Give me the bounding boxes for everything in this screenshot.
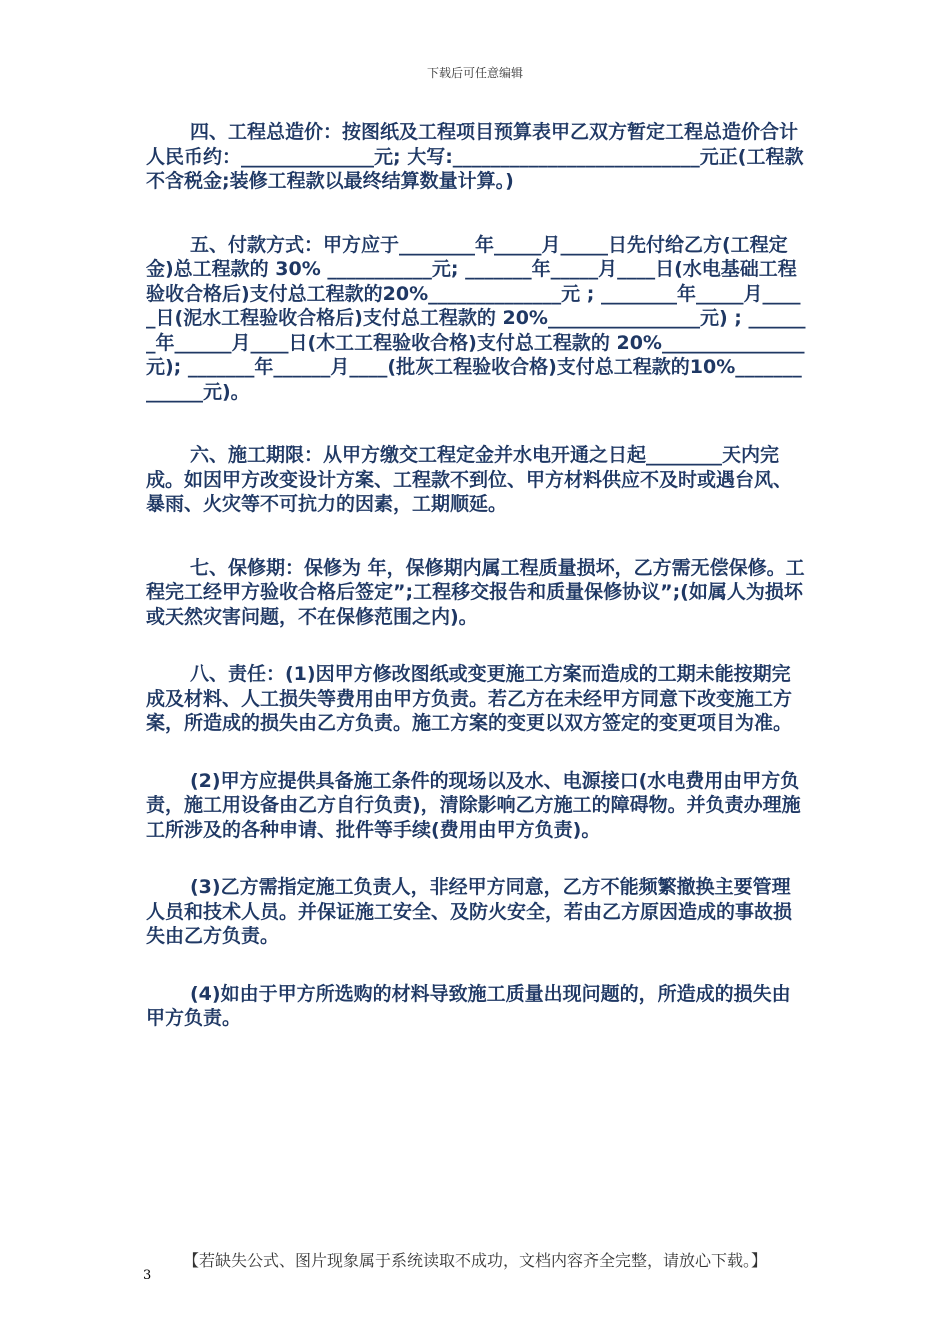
paragraph-spacer — [146, 629, 806, 662]
paragraph-spacer — [146, 949, 806, 982]
section-payment-method: 五、付款方式：甲方应于________年_____月_____日先付给乙方(工程定金)总工程款的 30% ___________元; _______年_____月____日(水电基础工程验收合格后)支付总工程款的20%______________元 ; ________年_____月_____日(泥水工程验收合格后)支付总工程款的 20%________________元) ; _______年______月____日(木工工程验收合格)支付总工程款的 20%_______________元); _______年______月____(批灰工程验收合格)支付总工程款的10%_____________元)。 — [146, 233, 806, 403]
section-construction-period: 六、施工期限：从甲方缴交工程定金并水电开通之日起________天内完成。如因甲方改变设计方案、工程款不到位、甲方材料供应不及时或遇台风、暴雨、火灾等不可抗力的因素，工期顺延。 — [146, 444, 793, 515]
section-responsibility-3: (3)乙方需指定施工负责人，非经甲方同意，乙方不能频繁撤换主要管理人员和技术人员。并保证施工安全、及防火安全，若由乙方原因造成的事故损失由乙方负责。 — [146, 876, 793, 947]
paragraph-spacer — [146, 404, 806, 443]
section-responsibility-1: 八、责任：(1)因甲方修改图纸或变更施工方案而造成的工期未能按期完成及材料、人工损失等费用由甲方负责。若乙方在未经甲方同意下改变施工方案，所造成的损失由乙方负责。施工方案的变更以双方签定的变更项目为准。 — [146, 663, 793, 734]
footer-note: 【若缺失公式、图片现象属于系统读取不成功，文档内容齐全完整，请放心下载。】 — [182, 1251, 767, 1270]
document-body — [146, 120, 806, 1031]
paragraph-spacer — [146, 517, 806, 556]
section-total-cost: 四、工程总造价：按图纸及工程项目预算表甲乙双方暂定工程总造价合计人民币约：______________元; 大写:__________________________元正(工程款不含税金;装修工程款以最终结算数量计算。) — [146, 121, 804, 192]
page-header: 下载后可任意编辑 — [426, 66, 523, 80]
page-number: 3 — [143, 1268, 152, 1283]
section-warranty: 七、保修期：保修为 年，保修期内属工程质量损坏，乙方需无偿保修。工程完工经甲方验收合格后签定”;工程移交报告和质量保修协议”;(如属人为损坏或天然灾害问题，不在保修范围之内)。 — [146, 556, 805, 628]
section-responsibility-2: (2)甲方应提供具备施工条件的现场以及水、电源接口(水电费用由甲方负责，施工用设备由乙方自行负责)，清除影响乙方施工的障碍物。并负责办理施工所涉及的各种申请、批件等手续(费用由甲方负责)。 — [146, 769, 801, 841]
section-responsibility-4: (4)如由于甲方所选购的材料导致施工质量出现问题的，所造成的损失由甲方负责。 — [146, 982, 791, 1029]
paragraph-spacer — [146, 736, 806, 769]
paragraph-spacer — [146, 194, 806, 233]
paragraph-spacer — [146, 842, 806, 875]
